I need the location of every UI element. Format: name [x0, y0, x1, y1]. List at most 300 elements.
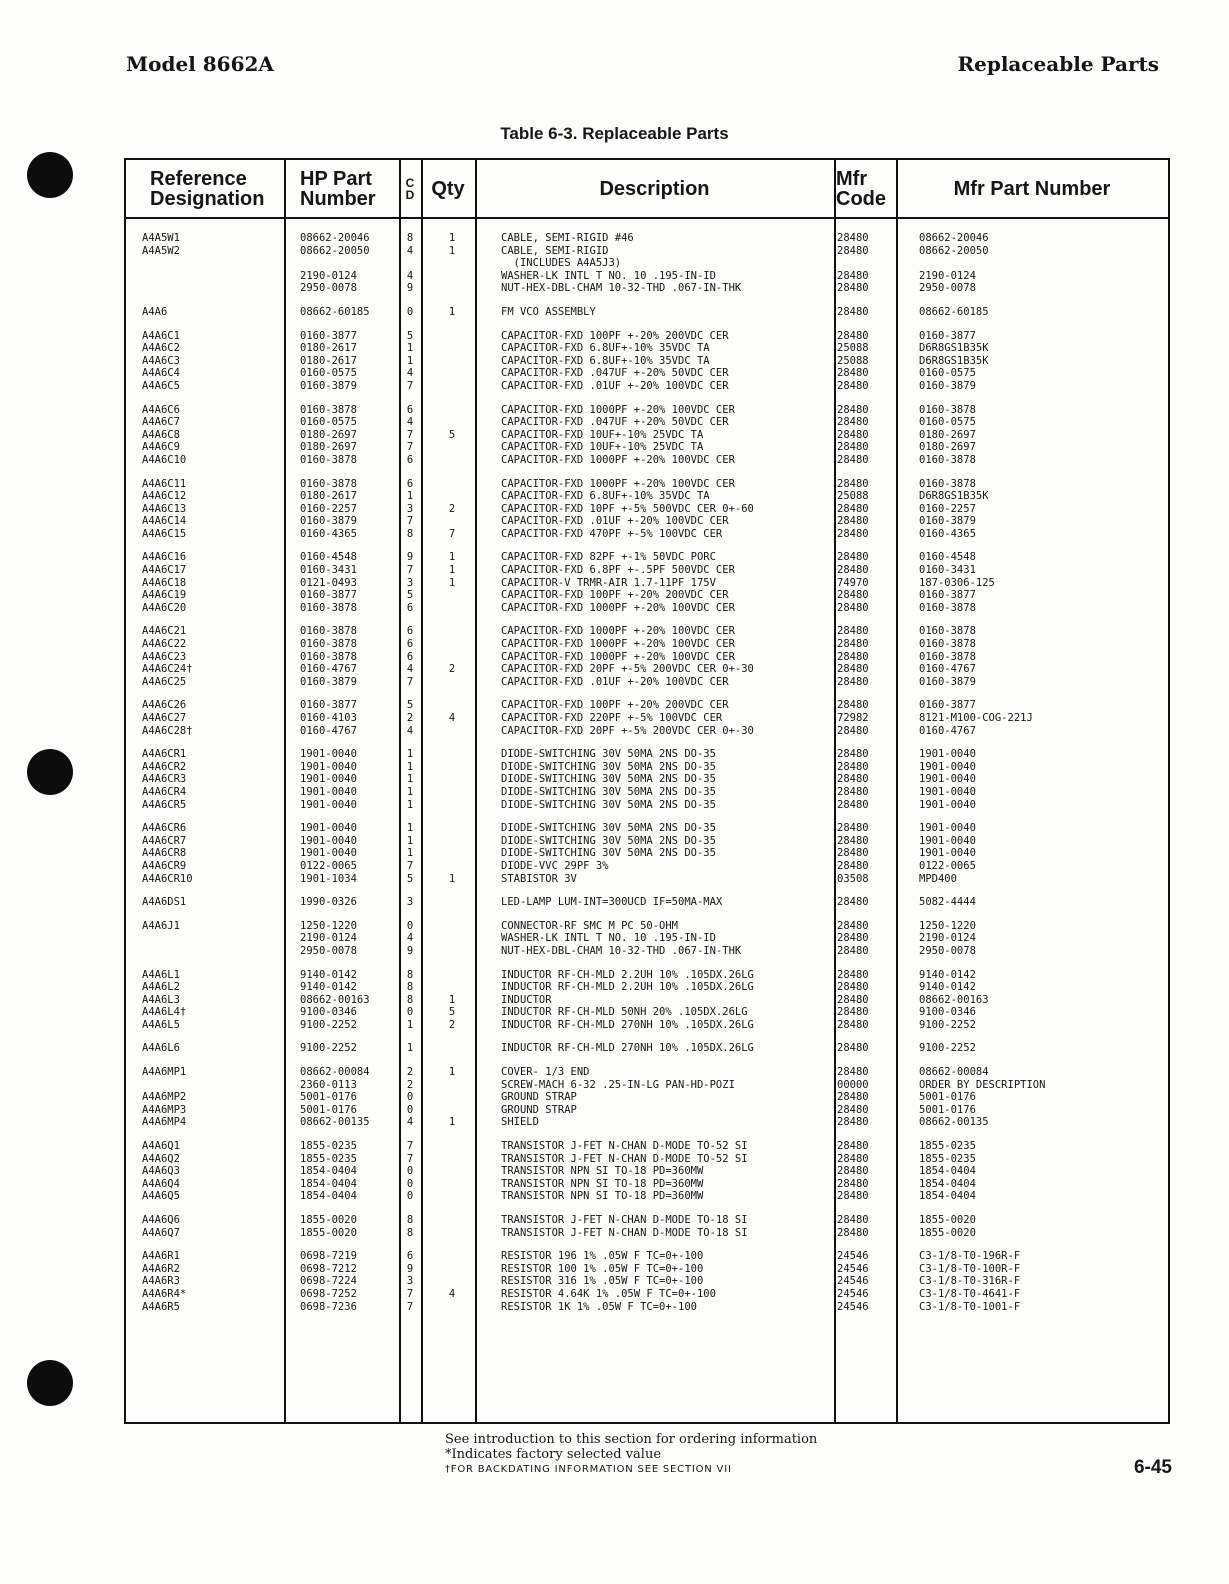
- cell-ref: A4A6L5: [142, 1018, 180, 1031]
- cell-mfr-part: 0160-3878: [919, 601, 976, 614]
- table-row: [126, 651, 1168, 664]
- cell-mfr-part: [901, 257, 1168, 270]
- cell-mfr-part: 9100-0346: [919, 1006, 976, 1019]
- table-row: [126, 896, 1168, 909]
- cell-mfr-part: 1901-0040: [919, 760, 976, 773]
- cell-qty: [421, 441, 483, 454]
- cell-description: INDUCTOR RF-CH-MLD 270NH 10% .105DX.26LG: [501, 1018, 754, 1031]
- cell-mfr-part: ORDER BY DESCRIPTION: [919, 1078, 1046, 1091]
- cell-mfr-part: 1855-0235: [919, 1152, 976, 1165]
- table-row: [126, 404, 1168, 417]
- table-row: [126, 625, 1168, 638]
- cell-mfr-code: 28480: [837, 244, 869, 257]
- cell-mfr-part: 0160-3877: [919, 699, 976, 712]
- cell-cd: 6: [406, 477, 414, 490]
- cell-description: INDUCTOR RF-CH-MLD 270NH 10% .105DX.26LG: [501, 1042, 754, 1055]
- cell-ref: A4A6C12: [142, 490, 187, 503]
- table-row: [126, 380, 1168, 393]
- cell-hp-part: 2190-0124: [300, 932, 357, 945]
- cell-mfr-part: 0160-3878: [919, 477, 976, 490]
- cell-qty: [421, 478, 483, 491]
- cell-ref: [126, 945, 284, 958]
- cell-description: INDUCTOR RF-CH-MLD 2.2UH 10% .105DX.26LG: [501, 968, 754, 981]
- cell-qty: [421, 270, 483, 283]
- cell-mfr-code: 28480: [837, 1226, 869, 1239]
- cell-qty: [421, 932, 483, 945]
- cell-hp-part: 0160-3877: [300, 699, 357, 712]
- cell-qty: 1: [448, 232, 456, 244]
- col-header-desc: Description: [599, 177, 710, 200]
- cell-description: CAPACITOR-FXD 10UF+-10% 25VDC TA: [501, 441, 704, 454]
- cell-description: TRANSISTOR J-FET N-CHAN D-MODE TO-52 SI: [501, 1140, 748, 1153]
- cell-cd: 1: [406, 354, 414, 367]
- cell-qty: [421, 589, 483, 602]
- cell-qty: [421, 404, 483, 417]
- cell-mfr-code: 72982: [837, 712, 869, 724]
- cell-qty: [421, 515, 483, 528]
- cell-description: NUT-HEX-DBL-CHAM 10-32-THD .067-IN-THK: [501, 282, 742, 295]
- cell-description: CAPACITOR-FXD 100PF +-20% 200VDC CER: [501, 589, 729, 602]
- cell-mfr-code: 28480: [837, 232, 869, 244]
- cell-cd: 6: [406, 625, 414, 638]
- cell-ref: A4A6R2: [142, 1262, 180, 1275]
- table-row: [126, 1091, 1168, 1104]
- cell-description: CAPACITOR-FXD 10UF+-10% 25VDC TA: [501, 428, 704, 441]
- cell-mfr-code: 24546: [837, 1262, 869, 1275]
- cell-ref: A4A6R5: [142, 1300, 180, 1313]
- cell-mfr-code: 28480: [837, 748, 869, 761]
- cell-hp-part: 1854-0404: [300, 1190, 357, 1203]
- binder-hole: [27, 1360, 73, 1406]
- cell-qty: 4: [448, 1287, 456, 1300]
- table-row: [126, 1153, 1168, 1166]
- cell-qty: [421, 1227, 483, 1240]
- table-row: [126, 1275, 1168, 1288]
- cell-mfr-code: 28480: [837, 1190, 869, 1203]
- table-row: [126, 257, 1168, 270]
- cell-qty: [421, 822, 483, 835]
- table-row: [126, 945, 1168, 958]
- table-row: [126, 1263, 1168, 1276]
- header-section: Replaceable Parts: [957, 52, 1159, 76]
- cell-qty: [421, 773, 483, 786]
- cell-cd: 7: [406, 1140, 414, 1153]
- cell-description: CAPACITOR-FXD .047UF +-20% 50VDC CER: [501, 416, 729, 429]
- cell-hp-part: 1901-0040: [300, 798, 357, 811]
- cell-qty: 5: [448, 1006, 456, 1019]
- cell-cd: 8: [406, 1214, 414, 1226]
- cell-description: RESISTOR 196 1% .05W F TC=0+-100: [501, 1250, 704, 1263]
- cell-cd: 9: [406, 1262, 414, 1275]
- cell-hp-part: 0121-0493: [300, 576, 357, 589]
- cell-description: CAPACITOR-FXD 20PF +-5% 200VDC CER 0+-30: [501, 724, 754, 737]
- cell-qty: [421, 282, 483, 295]
- table-row: [126, 454, 1168, 467]
- cell-mfr-code: 28480: [837, 269, 869, 282]
- cell-description: CAPACITOR-FXD 6.8UF+-10% 35VDC TA: [501, 354, 710, 367]
- cell-description: CAPACITOR-FXD .01UF +-20% 100VDC CER: [501, 675, 729, 688]
- cell-mfr-code: 28480: [837, 699, 869, 712]
- cell-hp-part: 0160-3431: [300, 564, 357, 577]
- page-number: 6-45: [1133, 1457, 1172, 1478]
- cell-mfr-code: 28480: [837, 1042, 869, 1055]
- cell-mfr-code: 28480: [837, 1006, 869, 1019]
- cell-mfr-part: C3-1/8-T0-316R-F: [919, 1275, 1021, 1288]
- cell-mfr-code: 28480: [837, 638, 869, 651]
- cell-mfr-part: 1901-0040: [919, 847, 976, 860]
- cell-qty: [421, 1190, 483, 1203]
- cell-ref: A4A6CR10: [142, 872, 193, 885]
- cell-mfr-part: 0160-2257: [919, 502, 976, 515]
- cell-qty: [421, 625, 483, 638]
- cell-description: CONNECTOR-RF SMC M PC 50-OHM: [501, 919, 679, 932]
- cell-cd: 8: [406, 1226, 414, 1239]
- cell-mfr-part: 9100-2252: [919, 1042, 976, 1055]
- cell-cd: 0: [406, 1103, 414, 1116]
- table-row: [126, 773, 1168, 786]
- table-row: [126, 873, 1168, 886]
- cell-ref: A4A5W2: [142, 244, 180, 257]
- cell-mfr-code: 25088: [837, 490, 869, 503]
- table-row: [126, 1301, 1168, 1314]
- cell-qty: [421, 725, 483, 738]
- cell-ref: A4A6CR3: [142, 773, 187, 786]
- cell-mfr-part: 08662-20050: [919, 244, 989, 257]
- cell-ref: A4A6C18: [142, 576, 187, 589]
- cell-qty: 2: [448, 1018, 456, 1031]
- cell-ref: A4A6C14: [142, 515, 187, 528]
- cell-cd: 7: [406, 515, 414, 528]
- cell-mfr-code: 28480: [837, 760, 869, 773]
- cell-description: RESISTOR 1K 1% .05W F TC=0+-100: [501, 1300, 697, 1313]
- cell-ref: A4A6C21: [142, 625, 187, 638]
- table-row: [126, 1227, 1168, 1240]
- cell-qty: [421, 1301, 483, 1314]
- cell-description: CAPACITOR-FXD 100PF +-20% 200VDC CER: [501, 699, 729, 712]
- cell-description: CAPACITOR-FXD 470PF +-5% 100VDC CER: [501, 527, 723, 540]
- cell-mfr-part: 0180-2697: [919, 428, 976, 441]
- cell-hp-part: 0160-0575: [300, 367, 357, 380]
- cell-qty: [421, 454, 483, 467]
- cell-description: CAPACITOR-FXD 6.8PF +-.5PF 500VDC CER: [501, 564, 735, 577]
- cell-cd: 0: [406, 1177, 414, 1190]
- cell-mfr-part: C3-1/8-T0-1001-F: [919, 1300, 1021, 1313]
- cell-description: CAPACITOR-FXD 1000PF +-20% 100VDC CER: [501, 625, 735, 638]
- table-row: [126, 725, 1168, 738]
- cell-description: LED-LAMP LUM-INT=300UCD IF=50MA-MAX: [501, 896, 723, 909]
- cell-description: CAPACITOR-FXD 1000PF +-20% 100VDC CER: [501, 638, 735, 651]
- cell-hp-part: 0180-2697: [300, 441, 357, 454]
- cell-hp-part: 2190-0124: [300, 269, 357, 282]
- cell-qty: [421, 257, 483, 270]
- cell-ref: A4A5W1: [142, 232, 180, 244]
- table-row: [126, 602, 1168, 615]
- cell-hp-part: 08662-20046: [300, 232, 370, 244]
- cell-ref: A4A6C7: [142, 416, 180, 429]
- cell-hp-part: 08662-00084: [300, 1066, 370, 1079]
- cell-hp-part: 9100-2252: [300, 1042, 357, 1055]
- cell-mfr-part: 1901-0040: [919, 785, 976, 798]
- cell-mfr-code: 28480: [837, 1116, 869, 1129]
- cell-mfr-code: 28480: [837, 502, 869, 515]
- cell-cd: 9: [406, 551, 414, 564]
- cell-hp-part: 0122-0065: [300, 859, 357, 872]
- cell-description: CAPACITOR-FXD .01UF +-20% 100VDC CER: [501, 515, 729, 528]
- footer-ordering-note: See introduction to this section for ordering information: [445, 1432, 818, 1447]
- cell-qty: 1: [448, 244, 456, 257]
- cell-cd: 2: [406, 1066, 414, 1079]
- cell-hp-part: 0160-3879: [300, 675, 357, 688]
- table-row: [126, 270, 1168, 283]
- cell-hp-part: 0160-0575: [300, 416, 357, 429]
- cell-ref: A4A6MP4: [142, 1116, 187, 1129]
- table-row: [126, 515, 1168, 528]
- cell-hp-part: 1901-0040: [300, 773, 357, 786]
- cell-cd: 1: [406, 1018, 414, 1031]
- cell-mfr-part: D6R8GS1B35K: [919, 342, 989, 355]
- table-row: [126, 1066, 1168, 1079]
- cell-hp-part: 08662-60185: [300, 305, 370, 318]
- cell-qty: 1: [448, 993, 456, 1006]
- cell-cd: 5: [406, 589, 414, 602]
- cell-hp-part: 08662-00163: [300, 993, 370, 1006]
- cell-ref: A4A6C20: [142, 601, 187, 614]
- cell-cd: 0: [406, 919, 414, 932]
- cell-cd: 4: [406, 1116, 414, 1129]
- cell-ref: A4A6Q3: [142, 1165, 180, 1178]
- cell-cd: 1: [406, 760, 414, 773]
- table-row: [126, 429, 1168, 442]
- cell-cd: 4: [406, 416, 414, 429]
- cell-hp-part: 0698-7252: [300, 1287, 357, 1300]
- cell-mfr-part: 0160-0575: [919, 416, 976, 429]
- cell-cd: 1: [406, 748, 414, 761]
- cell-mfr-part: 0160-4365: [919, 527, 976, 540]
- cell-cd: 7: [406, 1152, 414, 1165]
- cell-cd: 8: [406, 527, 414, 540]
- cell-cd: 4: [406, 724, 414, 737]
- cell-cd: 9: [406, 944, 414, 957]
- cell-mfr-code: 25088: [837, 354, 869, 367]
- table-row: [126, 1104, 1168, 1117]
- table-row: [126, 1019, 1168, 1032]
- cell-hp-part: 0160-4548: [300, 551, 357, 564]
- cell-ref: A4A6L6: [142, 1042, 180, 1055]
- cell-ref: A4A6Q7: [142, 1226, 180, 1239]
- cell-cd: 7: [406, 379, 414, 392]
- table-row: [126, 1190, 1168, 1203]
- cell-mfr-part: 187-0306-125: [919, 576, 995, 589]
- cell-mfr-code: 28480: [837, 650, 869, 663]
- cell-cd: 8: [406, 232, 414, 244]
- cell-ref: A4A6C23: [142, 650, 187, 663]
- cell-hp-part: 0160-3878: [300, 625, 357, 638]
- cell-mfr-part: 1854-0404: [919, 1165, 976, 1178]
- cell-ref: A4A6CR2: [142, 760, 187, 773]
- cell-ref: A4A6C17: [142, 564, 187, 577]
- cell-hp-part: 1901-0040: [300, 785, 357, 798]
- cell-mfr-code: 28480: [837, 1140, 869, 1153]
- table-row: [126, 786, 1168, 799]
- cell-mfr-part: 1901-0040: [919, 773, 976, 786]
- cell-ref: A4A6C25: [142, 675, 187, 688]
- cell-cd: 0: [406, 1190, 414, 1203]
- table-row: [126, 799, 1168, 812]
- cell-description: CAPACITOR-FXD 1000PF +-20% 100VDC CER: [501, 403, 735, 416]
- cell-ref: [126, 282, 284, 295]
- cell-qty: 5: [448, 428, 456, 441]
- cell-qty: [421, 761, 483, 774]
- cell-description: DIODE-SWITCHING 30V 50MA 2NS DO-35: [501, 834, 716, 847]
- cell-description: CAPACITOR-FXD 20PF +-5% 200VDC CER 0+-30: [501, 663, 754, 676]
- cell-hp-part: 0160-3878: [300, 650, 357, 663]
- cell-hp-part: 0160-3878: [300, 477, 357, 490]
- table-row: [126, 1042, 1168, 1055]
- cell-hp-part: 0160-4365: [300, 527, 357, 540]
- cell-mfr-part: D6R8GS1B35K: [919, 490, 989, 503]
- cell-ref: A4A6Q2: [142, 1152, 180, 1165]
- cell-mfr-code: 24546: [837, 1287, 869, 1300]
- cell-description: CAPACITOR-FXD 100PF +-20% 200VDC CER: [501, 329, 729, 342]
- cell-mfr-code: 28480: [837, 441, 869, 454]
- cell-ref: A4A6C19: [142, 589, 187, 602]
- cell-cd: 0: [406, 1165, 414, 1178]
- cell-qty: [421, 367, 483, 380]
- table-row: [126, 528, 1168, 541]
- cell-mfr-code: 28480: [837, 724, 869, 737]
- cell-qty: [421, 835, 483, 848]
- cell-hp-part: 9100-0346: [300, 1006, 357, 1019]
- cell-cd: 0: [406, 1006, 414, 1019]
- cell-cd: 6: [406, 1250, 414, 1263]
- cell-ref: A4A6J1: [142, 919, 180, 932]
- table-row: [126, 367, 1168, 380]
- cell-description: DIODE-SWITCHING 30V 50MA 2NS DO-35: [501, 798, 716, 811]
- cell-hp-part: 0160-2257: [300, 502, 357, 515]
- cell-qty: 4: [448, 712, 456, 724]
- cell-ref: A4A6C24†: [142, 663, 193, 676]
- cell-ref: A4A6C10: [142, 453, 187, 466]
- cell-mfr-part: 0160-3879: [919, 379, 976, 392]
- cell-ref: A4A6CR1: [142, 748, 187, 761]
- table-row: [126, 663, 1168, 676]
- table-row: [126, 245, 1168, 258]
- cell-description: CAPACITOR-FXD 6.8UF+-10% 35VDC TA: [501, 342, 710, 355]
- cell-hp-part: 0698-7219: [300, 1250, 357, 1263]
- cell-mfr-code: 28480: [837, 944, 869, 957]
- table-row: [126, 503, 1168, 516]
- cell-mfr-code: 28480: [837, 1177, 869, 1190]
- cell-ref: A4A6L3: [142, 993, 180, 1006]
- cell-ref: A4A6MP1: [142, 1066, 187, 1079]
- cell-hp-part: 5001-0176: [300, 1091, 357, 1104]
- col-header-qty: Qty: [431, 177, 465, 200]
- cell-qty: [421, 330, 483, 343]
- cell-cd: 3: [406, 896, 414, 909]
- cell-cd: 4: [406, 244, 414, 257]
- cell-cd: 7: [406, 1300, 414, 1313]
- cell-hp-part: 0698-7212: [300, 1262, 357, 1275]
- cell-mfr-code: 28480: [837, 453, 869, 466]
- cell-mfr-part: 1901-0040: [919, 822, 976, 835]
- cell-mfr-code: 28480: [837, 798, 869, 811]
- cell-mfr-part: 08662-20046: [919, 232, 989, 244]
- cell-ref: [126, 257, 284, 270]
- cell-cd: 1: [406, 1042, 414, 1055]
- cell-qty: [421, 969, 483, 982]
- cell-mfr-code: 28480: [837, 477, 869, 490]
- cell-ref: A4A6CR4: [142, 785, 187, 798]
- cell-description: DIODE-SWITCHING 30V 50MA 2NS DO-35: [501, 748, 716, 761]
- cell-cd: 5: [406, 329, 414, 342]
- cell-description: INDUCTOR: [501, 993, 552, 1006]
- cell-mfr-code: 28480: [837, 1018, 869, 1031]
- cell-hp-part: 0160-3877: [300, 329, 357, 342]
- cell-mfr-part: 1901-0040: [919, 834, 976, 847]
- binder-hole: [27, 749, 73, 795]
- table-row: [126, 969, 1168, 982]
- cell-hp-part: 0160-3878: [300, 453, 357, 466]
- cell-ref: A4A6C13: [142, 502, 187, 515]
- table-row: [126, 638, 1168, 651]
- cell-description: TRANSISTOR NPN SI TO-18 PD=360MW: [501, 1190, 704, 1203]
- cell-description: SHIELD: [501, 1116, 539, 1129]
- cell-mfr-part: 08662-60185: [919, 305, 989, 318]
- cell-hp-part: 1901-0040: [300, 760, 357, 773]
- cell-ref: A4A6MP3: [142, 1103, 187, 1116]
- cell-mfr-code: 74970: [837, 576, 869, 589]
- cell-qty: [421, 1104, 483, 1117]
- cell-ref: A4A6L2: [142, 981, 180, 994]
- cell-mfr-code: 28480: [837, 551, 869, 564]
- cell-ref: [126, 932, 284, 945]
- cell-qty: [421, 380, 483, 393]
- cell-hp-part: 0160-3878: [300, 638, 357, 651]
- cell-mfr-code: 28480: [837, 968, 869, 981]
- cell-hp-part: 9140-0142: [300, 968, 357, 981]
- cell-cd: 7: [406, 859, 414, 872]
- cell-cd: 2: [406, 712, 414, 724]
- cell-qty: [421, 1275, 483, 1288]
- cell-ref: A4A6C1: [142, 329, 180, 342]
- cell-qty: 1: [448, 576, 456, 589]
- cell-hp-part: 1854-0404: [300, 1177, 357, 1190]
- footer-backdating-note: †FOR BACKDATING INFORMATION SEE SECTION VII: [445, 1464, 732, 1475]
- cell-qty: [421, 1153, 483, 1166]
- cell-qty: 1: [448, 1116, 456, 1129]
- cell-mfr-code: 28480: [837, 403, 869, 416]
- cell-hp-part: [284, 257, 399, 270]
- cell-ref: A4A6C16: [142, 551, 187, 564]
- col-header-hp: HP Part Number: [300, 167, 376, 210]
- cell-ref: A4A6Q1: [142, 1140, 180, 1153]
- cell-mfr-code: 28480: [837, 981, 869, 994]
- table-row: [126, 860, 1168, 873]
- cell-description: CAPACITOR-FXD 1000PF +-20% 100VDC CER: [501, 477, 735, 490]
- cell-qty: [421, 920, 483, 933]
- cell-mfr-part: 0160-3877: [919, 589, 976, 602]
- table-row: [126, 355, 1168, 368]
- cell-mfr-part: C3-1/8-T0-100R-F: [919, 1262, 1021, 1275]
- cell-mfr-part: 9100-2252: [919, 1018, 976, 1031]
- cell-mfr-code: 24546: [837, 1275, 869, 1288]
- table-row: [126, 1006, 1168, 1019]
- cell-ref: A4A6CR8: [142, 847, 187, 860]
- table-row: [126, 1165, 1168, 1178]
- table-row: [126, 282, 1168, 295]
- cell-mfr-part: 2190-0124: [919, 932, 976, 945]
- cell-mfr-part: 08662-00135: [919, 1116, 989, 1129]
